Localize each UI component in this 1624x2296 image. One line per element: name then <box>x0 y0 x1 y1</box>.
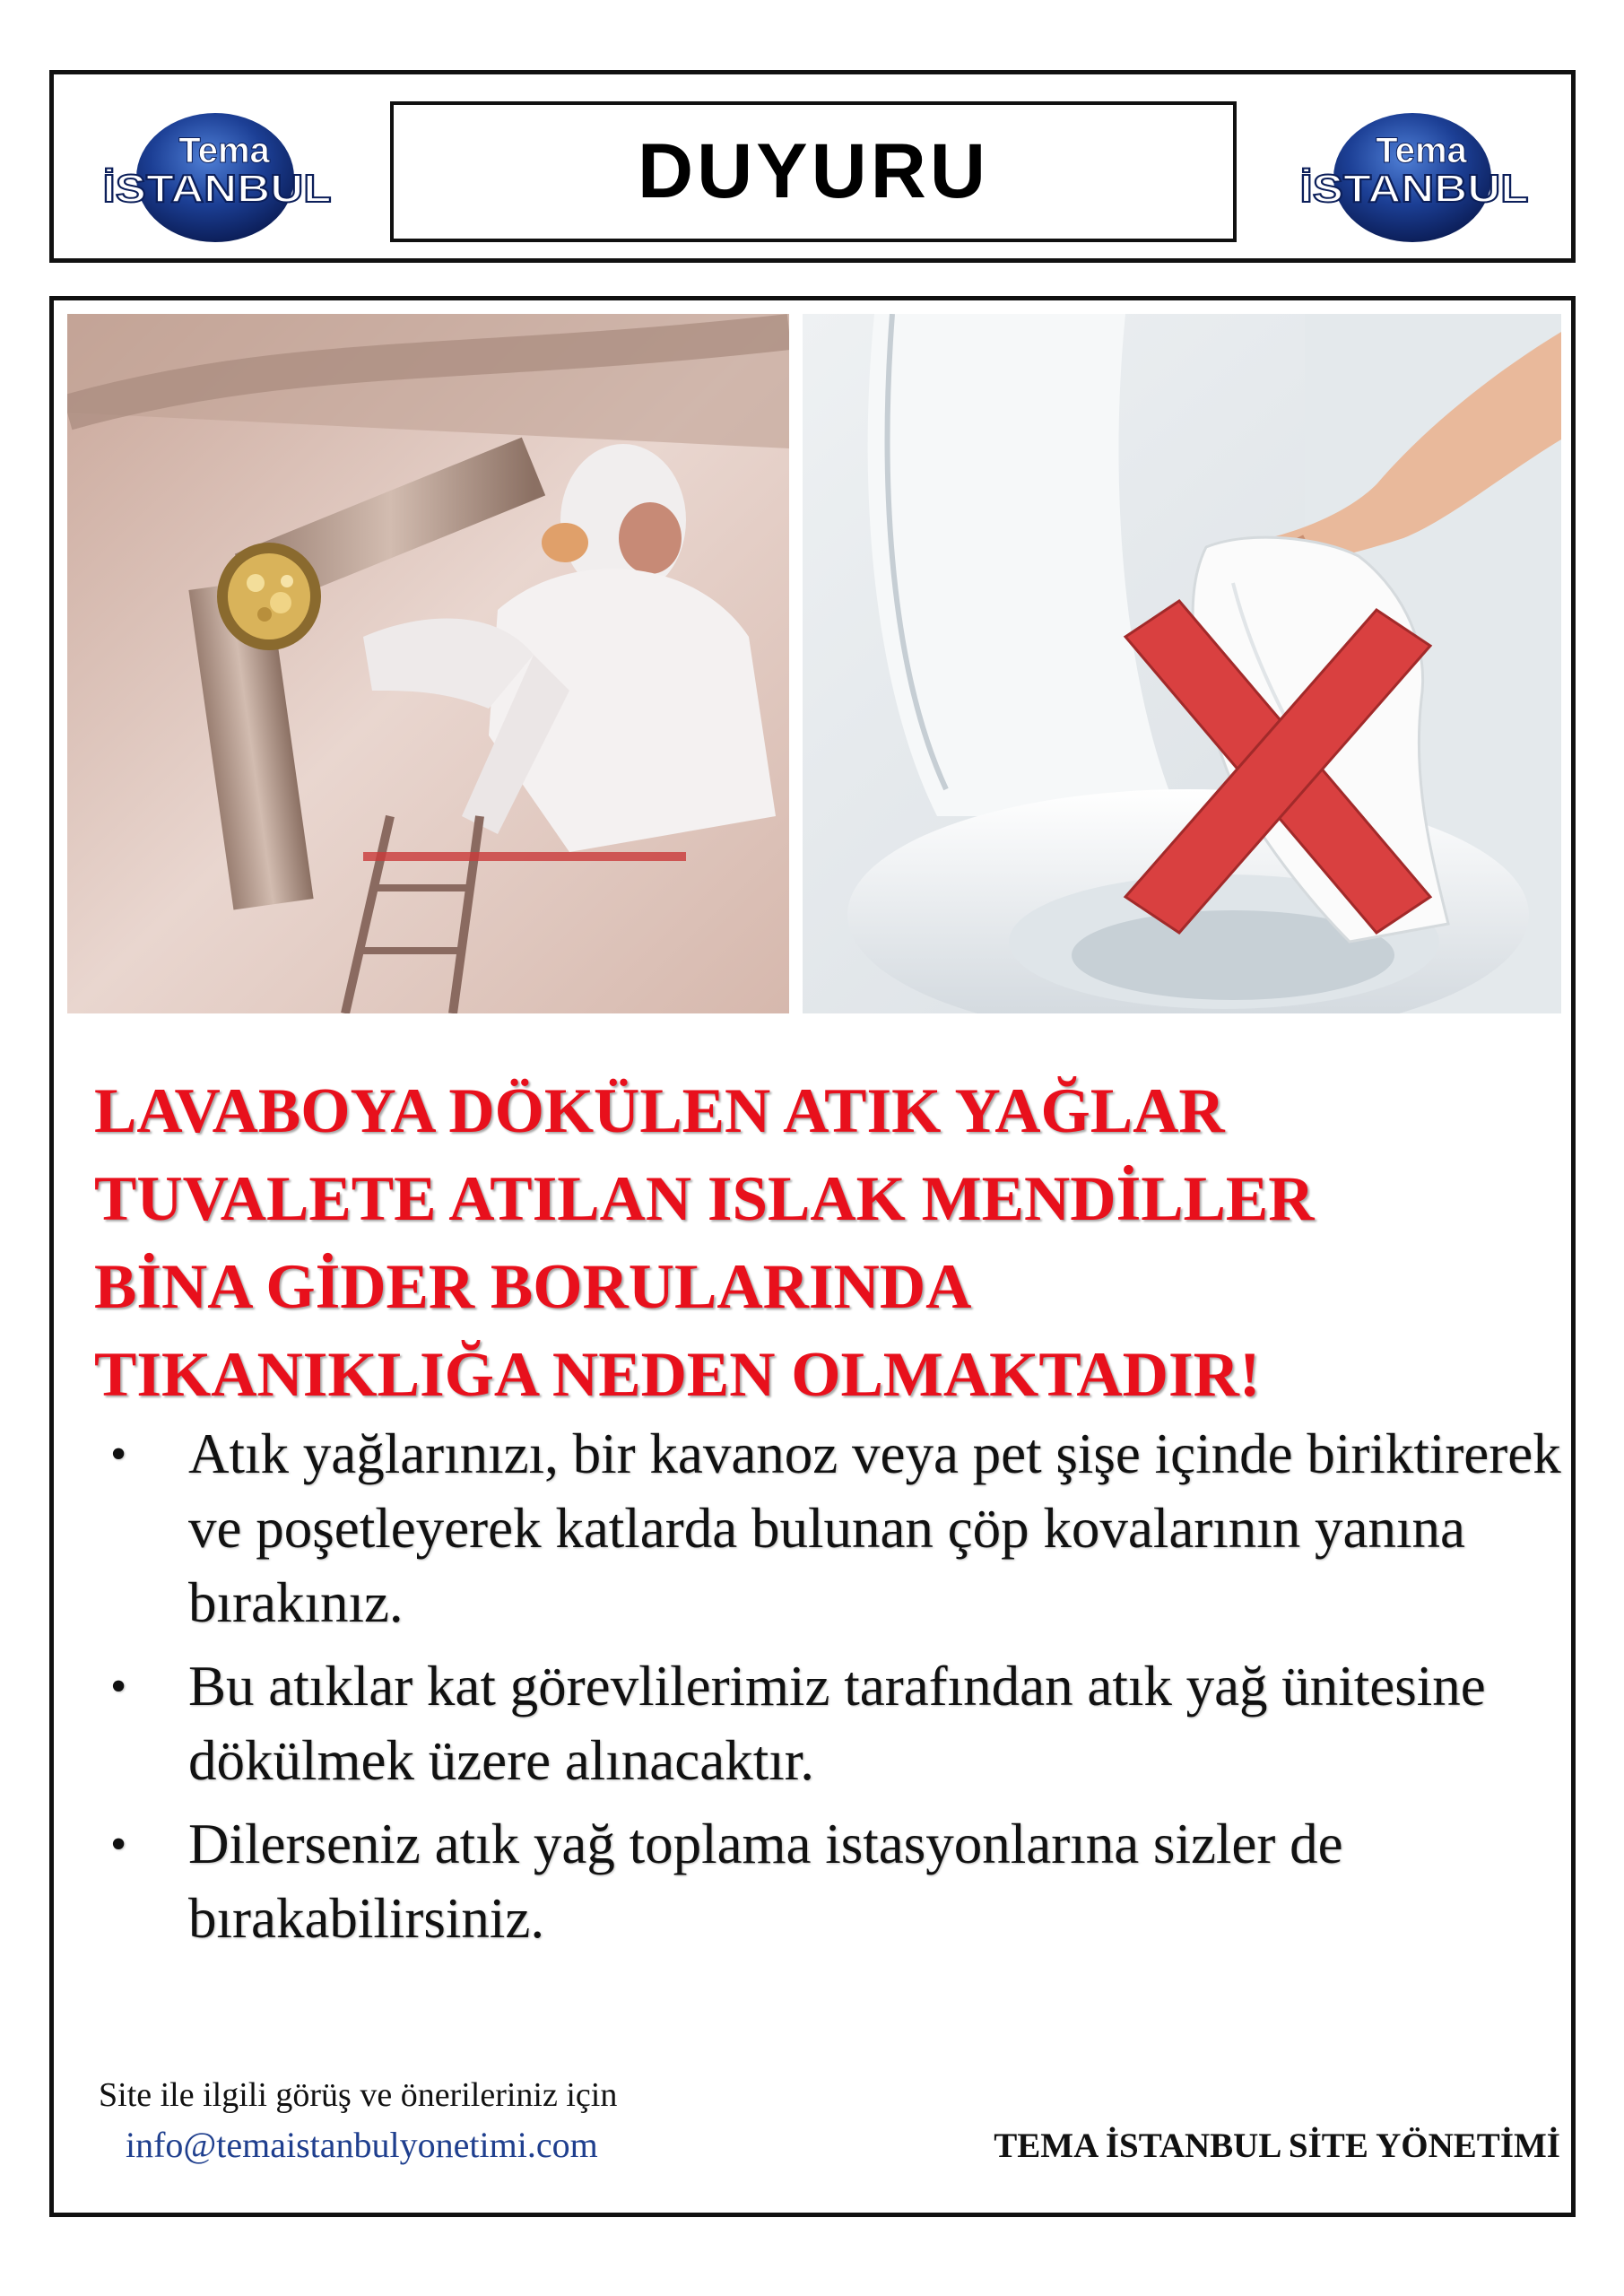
tema-istanbul-logo-left <box>90 110 345 245</box>
list-item-text: Atık yağlarınızı, bir kavanoz veya pet şişe içinde biriktirerek ve poşetleyerek katlarda bulunan çöp kovalarının yanına bırakınız. <box>188 1422 1561 1634</box>
bullet-icon: • <box>110 1661 127 1712</box>
warning-line: TUVALETE ATILAN ISLAK MENDİLLER <box>94 1164 1315 1234</box>
pipe-cleaning-photo <box>67 314 789 1013</box>
warning-line: TIKANIKLIĞA NEDEN OLMAKTADIR! <box>94 1340 1261 1410</box>
toilet-wet-wipe-photo <box>803 314 1561 1013</box>
bullet-icon: • <box>110 1429 127 1480</box>
warning-line: LAVABOYA DÖKÜLEN ATIK YAĞLAR <box>94 1076 1225 1146</box>
tema-istanbul-logo-right <box>1287 110 1542 245</box>
footer-contact <box>90 2072 807 2172</box>
bullet-icon: • <box>110 1819 127 1870</box>
main-box <box>49 296 1576 2217</box>
title-box <box>390 101 1237 242</box>
warning-line: BİNA GİDER BORULARINDA <box>94 1252 972 1322</box>
logo-line2: İSTANBUL <box>1299 167 1529 211</box>
logo-line1: Tema <box>1376 131 1467 170</box>
footer-contact-text: Site ile ilgili görüş ve önerileriniz için <box>99 2076 618 2114</box>
logo-line1: Tema <box>178 131 270 170</box>
page-title: DUYURU <box>638 128 989 214</box>
logo-line2: İSTANBUL <box>102 167 332 211</box>
header-box <box>49 70 1576 263</box>
footer-signature: TEMA İSTANBUL SİTE YÖNETİMİ <box>994 2126 1560 2165</box>
footer-email-link[interactable]: info@temaistanbulyonetimi.com <box>126 2125 598 2165</box>
list-item <box>94 1417 1565 1640</box>
instruction-list <box>94 1417 1565 1965</box>
list-item <box>94 1649 1565 1798</box>
list-item-text: Dilerseniz atık yağ toplama istasyonlarına sizler de bırakabilirsiniz. <box>188 1813 1343 1950</box>
list-item <box>94 1807 1565 1956</box>
warning-text <box>94 1067 1547 1419</box>
list-item-text: Bu atıklar kat görevlilerimiz tarafından atık yağ ünitesine dökülmek üzere alınacaktır. <box>188 1655 1486 1792</box>
